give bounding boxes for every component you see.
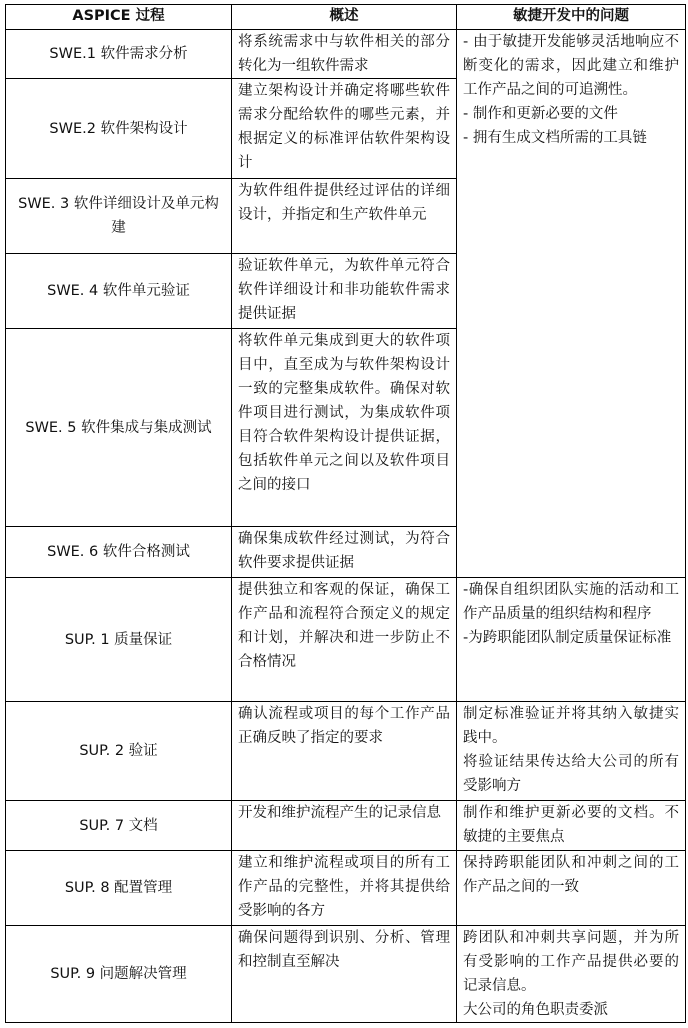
issue-line: -确保自组织团队实施的活动和工作产品质量的组织结构和程序 (463, 582, 679, 622)
issue-line: 跨团队和冲刺共享问题，并为所有受影响的工作产品提供必要的记录信息。 (463, 930, 679, 994)
issue-line: -为跨职能团队制定质量保证标准 (463, 630, 672, 646)
process-cell: SWE.2 软件架构设计 (6, 79, 232, 179)
overview-cell: 验证软件单元，为软件单元符合软件详细设计和非功能软件需求提供证据 (232, 254, 457, 329)
header-overview: 概述 (232, 5, 457, 30)
process-cell: SWE. 5 软件集成与集成测试 (6, 329, 232, 527)
overview-cell: 确保问题得到识别、分析、管理和控制直至解决 (232, 926, 457, 1023)
issue-line: - 制作和更新必要的文件 (463, 106, 618, 122)
table-row (6, 578, 686, 702)
header-agile-issues: 敏捷开发中的问题 (457, 5, 686, 30)
process-cell: SWE.1 软件需求分析 (6, 30, 232, 79)
overview-cell: 提供独立和客观的保证，确保工作产品和流程符合预定义的规定和计划，并解决和进一步防止不合格情况 (232, 578, 457, 702)
process-cell: SUP. 8 配置管理 (6, 851, 232, 926)
issue-line: 保持跨职能团队和冲刺之间的工作产品之间的一致 (463, 855, 679, 895)
header-row (6, 5, 686, 30)
overview-cell: 为软件组件提供经过评估的详细设计，并指定和生产软件单元 (232, 179, 457, 254)
overview-cell: 将系统需求中与软件相关的部分转化为一组软件需求 (232, 30, 457, 79)
issue-line: 将验证结果传达给大公司的所有受影响方 (463, 754, 679, 794)
header-process: ASPICE 过程 (6, 5, 232, 30)
aspice-table (5, 4, 686, 1023)
issues-cell (457, 851, 686, 926)
overview-cell: 确认流程或项目的每个工作产品正确反映了指定的要求 (232, 702, 457, 801)
issues-cell (457, 702, 686, 801)
issues-cell (457, 801, 686, 851)
issue-line: 制定标准验证并将其纳入敏捷实践中。 (463, 706, 679, 746)
process-cell: SUP. 9 问题解决管理 (6, 926, 232, 1023)
issues-cell (457, 926, 686, 1023)
issue-line: - 由于敏捷开发能够灵活地响应不断变化的需求，因此建立和维护工作产品之间的可追溯性。 (463, 34, 679, 98)
issues-cell (457, 578, 686, 702)
overview-cell: 开发和维护流程产生的记录信息 (232, 801, 457, 851)
overview-cell: 建立和维护流程或项目的所有工作产品的完整性，并将其提供给受影响的各方 (232, 851, 457, 926)
overview-cell: 建立架构设计并确定将哪些软件需求分配给软件的哪些元素，并根据定义的标准评估软件架构设计 (232, 79, 457, 179)
process-cell: SUP. 2 验证 (6, 702, 232, 801)
process-cell: SUP. 1 质量保证 (6, 578, 232, 702)
table-row (6, 851, 686, 926)
process-cell: SWE. 3 软件详细设计及单元构建 (6, 179, 232, 254)
swe-issues-cell (457, 30, 686, 578)
process-cell: SWE. 4 软件单元验证 (6, 254, 232, 329)
table-row (6, 926, 686, 1023)
overview-cell: 确保集成软件经过测试，为符合软件要求提供证据 (232, 527, 457, 578)
process-cell: SUP. 7 文档 (6, 801, 232, 851)
issue-line: 制作和维护更新必要的文档。不敏捷的主要焦点 (463, 805, 679, 845)
table-row (6, 702, 686, 801)
table-row (6, 30, 686, 79)
overview-cell: 将软件单元集成到更大的软件项目中，直至成为与软件架构设计一致的完整集成软件。确保对软件项目进行测试，为集成软件项目符合软件架构设计提供证据，包括软件单元之间以及软件项目之间的接口 (232, 329, 457, 527)
issue-line: - 拥有生成文档所需的工具链 (463, 130, 647, 146)
table-row (6, 801, 686, 851)
process-cell: SWE. 6 软件合格测试 (6, 527, 232, 578)
issue-line: 大公司的角色职责委派 (463, 1002, 608, 1018)
